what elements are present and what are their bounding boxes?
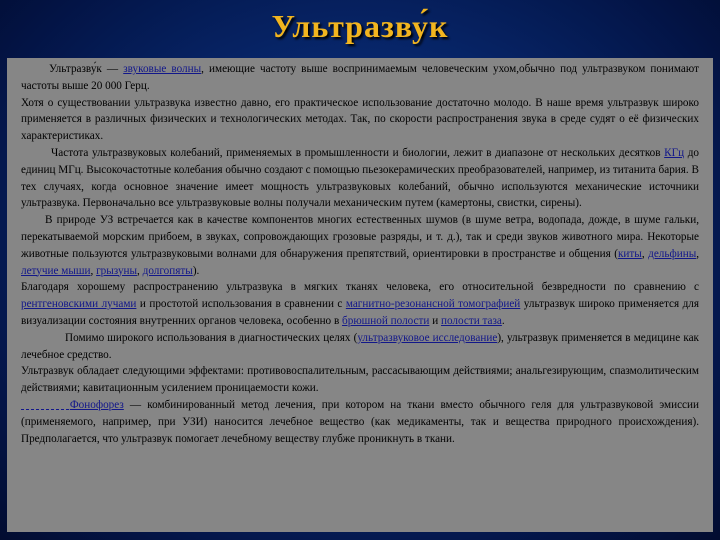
- imaging-text-3: ультразвук широко применяется для визуализации состояния внутренних органов человека, особенно в: [21, 298, 699, 327]
- imaging-text-5: .: [501, 314, 505, 327]
- paragraph-nature: [21, 212, 699, 279]
- imaging-text-2: и простотой использования в сравнении с: [136, 298, 346, 311]
- separator: ,: [641, 247, 649, 260]
- therapy-text-1: Помимо широкого использования в диагностических целях (: [65, 331, 358, 344]
- link-rodents[interactable]: грызуны: [96, 264, 138, 277]
- nature-text-1: В природе УЗ встречается как в качестве компонентов многих естественных шумов (в шуме ветра, водопада, дожде, в шуме гальки, перекатываемой морским прибоем, в звуках, сопровождающих грозовые разряды, и т. д.), так и среди звуков животного мира. Некоторые животные пользуются ультразвуковыми волнами для обнаружения препятствий, ориентировки в пространстве и общения (: [21, 214, 699, 260]
- link-xray[interactable]: рентгеновскими лучами: [21, 298, 137, 311]
- link-bats[interactable]: летучие мыши: [21, 264, 91, 277]
- separator: ,: [137, 264, 143, 277]
- paragraph-effects: Ультразвук обладает следующими эффектами: противовоспалительным, рассасывающим действиями; анальгезирующим, спазмолитическим действиями; кавитационным усилением проницаемости кожи.: [21, 365, 699, 395]
- imaging-text-1: Благодаря хорошему распространению ультразвука в мягких тканях человека, его относительной безвредности по сравнению с: [21, 281, 699, 294]
- link-mri[interactable]: магнитно-резонансной томографией: [345, 298, 521, 311]
- paragraph-medical-imaging: [21, 279, 699, 329]
- imaging-text-4: и: [429, 314, 441, 327]
- paragraph-therapy: [21, 330, 699, 364]
- dash: —: [101, 63, 124, 75]
- frequency-text-2: до единиц МГц. Высокочастотные колебания обычно создают с помощью пьезокерамических преобразователей, например, из титанита бария. В тех случаях, когда основное значение имеет мощность ультразвуковых колебаний, обычно используются механические источники ультразвука. Первоначально все ультразвуковые волны получали механическим путем (камертоны, свистки, сирены).: [21, 146, 699, 210]
- paragraph-history: Хотя о существовании ультразвука известно давно, его практическое использование достаточно молодо. В наше время ультразвук широко применяется в различных физических и технологических методах. Так, по скорости распространения звука в среде судят о её физических характеристиках.: [21, 96, 699, 143]
- paragraph-definition: [21, 61, 699, 95]
- nature-text-2: ).: [192, 264, 200, 277]
- lead-spacer: [21, 399, 70, 411]
- separator: ,: [696, 247, 700, 260]
- paragraph-phonophoresis: [21, 397, 699, 447]
- phonophoresis-text: — комбинированный метод лечения, при котором на ткани вместо обычного геля для ультразвуковой эмиссии (применяемого, например, при УЗИ) наносится лечебное вещество (как медикаменты, так и вещества природного происхождения). Предполагается, что ультразвук помогает лечебному веществу глубже проникнуть в ткани.: [21, 398, 699, 445]
- separator: ,: [90, 264, 97, 277]
- therapy-text-2: ), ультразвук применяется в медицине как лечебное средство.: [21, 331, 699, 361]
- text-panel: [7, 58, 713, 532]
- link-phonophoresis[interactable]: Фонофорез: [69, 398, 124, 411]
- link-sound-waves[interactable]: звуковые волны: [123, 63, 202, 75]
- link-whales[interactable]: киты: [618, 247, 642, 260]
- link-tarsiers[interactable]: долгопяты: [142, 264, 193, 277]
- slide-title: Ультразву́к: [271, 8, 449, 44]
- link-ultrasound-exam[interactable]: ультразвуковое исследование: [357, 331, 498, 344]
- paragraph-frequency: [21, 145, 699, 212]
- link-dolphins[interactable]: дельфины: [648, 247, 697, 260]
- link-abdomen[interactable]: брюшной полости: [342, 314, 430, 327]
- term: Ультразву́к: [49, 63, 102, 75]
- link-khz[interactable]: КГц: [664, 146, 685, 159]
- link-pelvis[interactable]: полости таза: [440, 314, 502, 327]
- frequency-text-1: Частота ультразвуковых колебаний, применяемых в промышленности и биологии, лежит в диапазоне от нескольких десятков: [51, 146, 665, 159]
- definition-text: , имеющие частоту выше воспринимаемым человеческим ухом,обычно под ультразвуком понимают частоты выше 20 000 Герц.: [21, 63, 699, 92]
